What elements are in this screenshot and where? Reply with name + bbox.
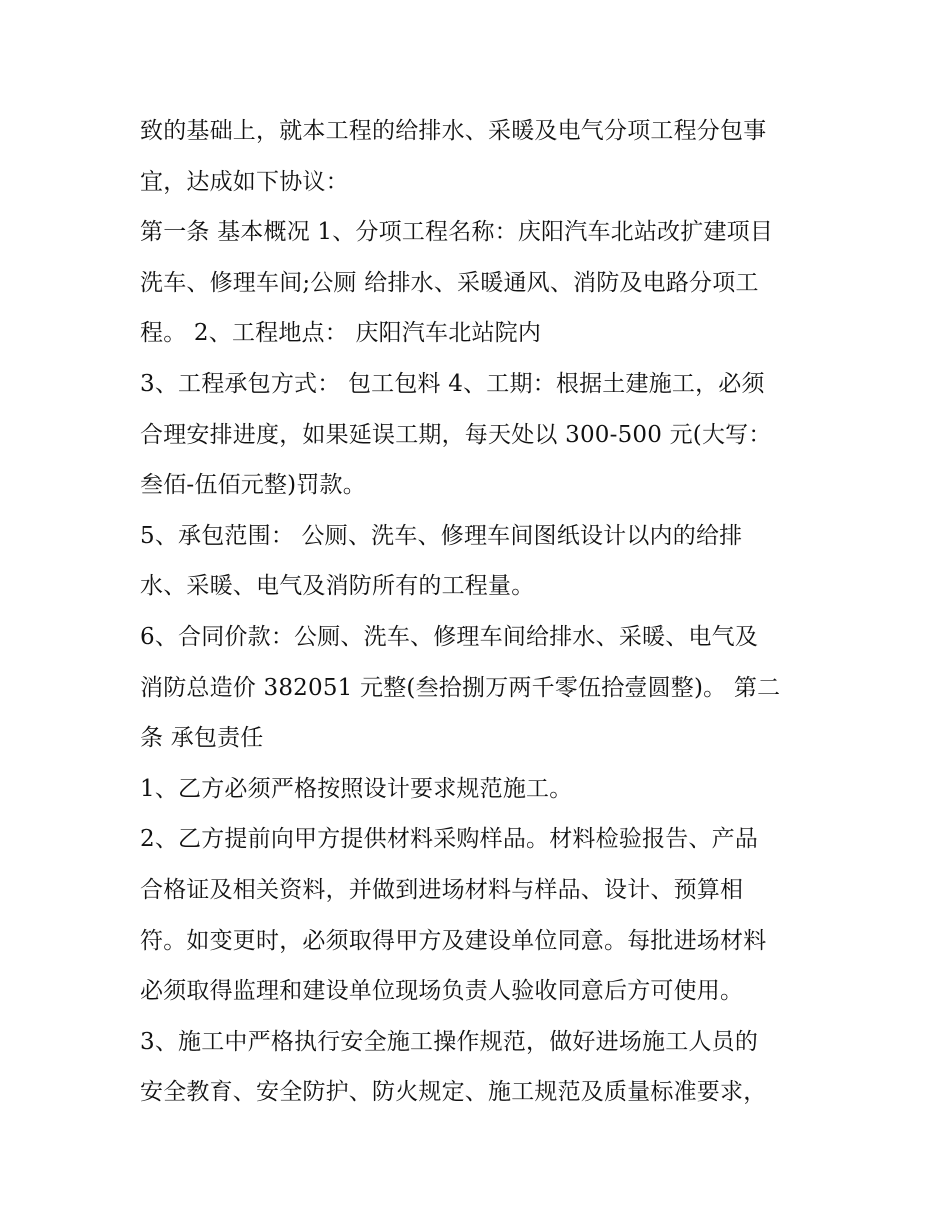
text-line: 6、合同价款：公厕、洗车、修理车间给排水、采暖、电气及 — [140, 623, 759, 650]
text-line: 洗车、修理车间;公厕 给排水、采暖通风、消防及电路分项工 — [140, 269, 759, 296]
text-line: 1、乙方必须严格按照设计要求规范施工。 — [140, 775, 573, 802]
text-line: 水、采暖、电气及消防所有的工程量。 — [140, 573, 535, 600]
text-line: 致的基础上，就本工程的给排水、采暖及电气分项工程分包事 — [140, 118, 767, 144]
text-line: 符。如变更时，必须取得甲方及建设单位同意。每批进场材料 — [140, 927, 767, 954]
text-line: 合格证及相关资料，并做到进场材料与样品、设计、预算相 — [140, 876, 744, 903]
text-line: 合理安排进度，如果延误工期，每天处以 300-500 元(大写： — [140, 421, 772, 448]
text-line: 宜，达成如下协议： — [140, 168, 349, 195]
text-line: 3、工程承包方式： 包工包料 4、工期：根据土建施工，必须 — [140, 370, 765, 397]
text-line: 5、承包范围： 公厕、洗车、修理车间图纸设计以内的给排 — [140, 522, 743, 549]
text-line: 第一条 基本概况 1、分项工程名称：庆阳汽车北站改扩建项目 — [140, 219, 774, 246]
text-line: 消防总造价 382051 元整(叁拾捌万两千零伍拾壹圆整)。 第二 — [140, 674, 781, 701]
text-line: 条 承包责任 — [140, 725, 264, 752]
text-line: 必须取得监理和建设单位现场负责人验收同意后方可使用。 — [140, 978, 744, 1005]
text-line: 程。 2、工程地点： 庆阳汽车北站院内 — [140, 320, 542, 347]
text-line: 叁佰-伍佰元整)罚款。 — [140, 472, 366, 499]
text-line: 2、乙方提前向甲方提供材料采购样品。材料检验报告、产品 — [140, 826, 759, 853]
document-body — [140, 106, 820, 1118]
text-line: 3、施工中严格执行安全施工操作规范，做好进场施工人员的 — [140, 1028, 759, 1055]
text-line: 安全教育、安全防护、防火规定、施工规范及质量标准要求， — [140, 1079, 767, 1106]
